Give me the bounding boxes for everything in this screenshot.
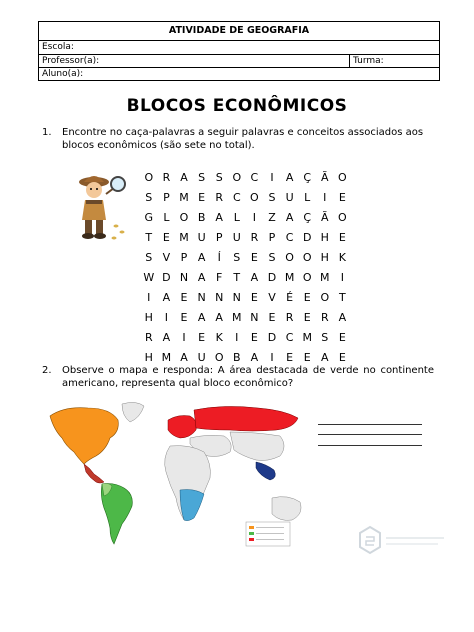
word-search-letter[interactable]: M [302, 331, 312, 344]
question-2-text: Observe o mapa e responda: A área destacada de verde no continente americano, representa qual bloco econômico? [62, 365, 434, 389]
word-search-letter[interactable]: O [338, 211, 347, 224]
word-search-letter[interactable]: P [268, 231, 276, 244]
word-search-letter[interactable]: P [180, 251, 188, 264]
word-search-letter[interactable]: C [285, 231, 294, 244]
question-1-number: 1. [42, 127, 52, 138]
word-search-letter[interactable]: R [215, 191, 224, 204]
word-search-letter[interactable]: G [144, 211, 154, 224]
word-search-letter[interactable]: A [162, 291, 171, 304]
word-search-letter[interactable]: E [268, 311, 276, 324]
word-search-letter[interactable]: O [214, 351, 224, 364]
watermark-logo-icon [356, 523, 448, 557]
word-search-letter[interactable]: H [144, 311, 153, 324]
word-search-letter[interactable]: D [267, 331, 277, 344]
word-search-letter[interactable]: O [302, 271, 312, 284]
word-search-letter[interactable]: Í [217, 251, 221, 264]
word-search-letter[interactable]: U [197, 351, 206, 364]
word-search-letter[interactable]: U [232, 231, 241, 244]
word-search-letter[interactable]: H [320, 231, 329, 244]
word-search-letter[interactable]: O [320, 291, 330, 304]
word-search-letter[interactable]: E [338, 191, 346, 204]
word-search-letter[interactable]: M [284, 271, 295, 284]
word-search-letter[interactable]: E [303, 291, 311, 304]
word-search-letter[interactable]: Ã [321, 211, 329, 224]
word-search-letter[interactable]: O [285, 251, 294, 264]
teacher-row [39, 54, 439, 67]
word-search-letter[interactable]: A [215, 311, 223, 324]
word-search-letter[interactable]: A [285, 171, 294, 184]
activity-title: ATIVIDADE DE GEOGRAFIA [168, 25, 310, 36]
word-search-letter[interactable]: A [197, 311, 206, 324]
word-search-letter[interactable]: I [164, 311, 169, 324]
word-search-letter[interactable]: H [320, 251, 329, 264]
word-search-letter[interactable]: O [302, 251, 312, 264]
word-search-letter[interactable]: O [144, 171, 154, 184]
word-search-letter[interactable]: K [215, 331, 223, 344]
class-label: Turma: [353, 56, 384, 66]
word-search-letter[interactable]: T [339, 291, 346, 304]
word-search-letter[interactable]: B [233, 351, 241, 364]
word-search-letter[interactable]: D [162, 271, 171, 284]
word-search-letter[interactable]: Ã [321, 171, 329, 184]
word-search-letter[interactable]: A [338, 311, 347, 324]
word-search-letter[interactable]: E [338, 231, 346, 244]
word-search-letter[interactable]: N [197, 291, 206, 304]
word-search-letter[interactable]: E [338, 351, 346, 364]
word-search-letter[interactable]: K [338, 251, 346, 264]
word-search-letter[interactable]: I [147, 291, 151, 304]
word-search-letter[interactable]: T [145, 231, 153, 244]
word-search-letter[interactable]: E [338, 331, 346, 344]
word-search-letter[interactable]: P [215, 231, 223, 244]
word-search-letter[interactable]: M [161, 351, 172, 364]
word-search-letter[interactable]: Ç [303, 171, 312, 184]
word-search-letter[interactable]: N [250, 311, 259, 324]
word-search-letter[interactable]: A [180, 351, 188, 364]
word-search-letter[interactable]: O [250, 191, 259, 204]
word-search-letter[interactable]: E [250, 251, 258, 264]
word-search-letter[interactable]: E [303, 351, 311, 364]
word-search-letter[interactable]: C [250, 171, 259, 184]
word-search-letter[interactable]: L [233, 211, 240, 224]
word-search-letter[interactable]: R [320, 311, 329, 324]
word-search-letter[interactable]: W [143, 271, 155, 284]
header-box [38, 21, 440, 81]
word-search-letter[interactable]: A [180, 171, 188, 184]
class-field[interactable] [349, 55, 384, 67]
word-search-letter[interactable]: A [250, 351, 259, 364]
word-search-letter[interactable]: E [286, 351, 294, 364]
word-search-letter[interactable]: I [235, 331, 239, 344]
word-search-letter[interactable]: S [145, 191, 153, 204]
detective-icon [72, 170, 130, 244]
answer-line-2[interactable] [318, 434, 422, 435]
word-search-letter[interactable]: I [323, 191, 327, 204]
word-search-letter[interactable]: B [197, 211, 206, 224]
word-search-letter[interactable]: S [268, 191, 276, 204]
question-1-text: Encontre no caça-palavras a seguir palavras e conceitos associados aos blocos econômicos (são sete no total). [62, 127, 424, 151]
word-search-letter[interactable]: N [179, 271, 189, 284]
word-search-letter[interactable]: E [162, 231, 170, 244]
word-search-letter[interactable]: F [216, 271, 223, 284]
word-search-letter[interactable]: E [250, 331, 258, 344]
word-search-letter[interactable]: U [285, 191, 294, 204]
word-search-letter[interactable]: O [338, 171, 347, 184]
word-search-letter[interactable]: V [162, 251, 171, 264]
word-search-letter[interactable]: A [250, 271, 259, 284]
student-label: Aluno(a): [42, 69, 84, 79]
word-search-letter[interactable]: S [145, 251, 153, 264]
word-search-letter[interactable]: M [232, 311, 242, 324]
word-search-letter[interactable]: A [197, 251, 206, 264]
word-search-letter[interactable]: S [215, 171, 223, 184]
word-search-letter[interactable]: R [250, 231, 259, 244]
word-search-letter[interactable]: E [198, 191, 206, 204]
word-search-letter[interactable]: A [215, 211, 223, 224]
word-search-letter[interactable]: T [233, 271, 241, 284]
word-search-letter[interactable]: E [180, 291, 188, 304]
world-map [44, 398, 312, 554]
answer-line-3[interactable] [318, 445, 422, 446]
word-search-letter[interactable]: R [162, 171, 171, 184]
teacher-field[interactable]: Professor(a): [42, 56, 100, 66]
word-search-letter[interactable]: I [182, 331, 186, 344]
word-search-letter[interactable]: R [144, 331, 153, 344]
word-search-letter[interactable]: N [215, 291, 224, 304]
word-search-letter[interactable]: A [321, 351, 329, 364]
student-field[interactable] [39, 67, 439, 81]
word-search-letter[interactable]: S [233, 251, 241, 264]
word-search-letter[interactable]: L [163, 211, 170, 224]
question-2-number: 2. [42, 365, 52, 376]
word-search-letter[interactable]: E [250, 291, 258, 304]
word-search-letter[interactable]: U [197, 231, 206, 244]
word-search-letter[interactable]: E [198, 331, 206, 344]
word-search-letter[interactable]: O [179, 211, 189, 224]
word-search-letter[interactable]: N [232, 291, 241, 304]
word-search-letter[interactable]: V [268, 291, 276, 304]
word-search-letter[interactable]: S [268, 251, 276, 264]
word-search-letter[interactable]: I [252, 211, 257, 224]
word-search-letter[interactable]: A [197, 271, 206, 284]
word-search-letter[interactable]: C [232, 191, 241, 204]
school-field[interactable] [39, 40, 439, 54]
word-search-letter[interactable]: S [198, 171, 206, 184]
word-search-letter[interactable]: M [320, 271, 330, 284]
word-search-letter[interactable]: Ç [303, 211, 312, 224]
word-search-letter[interactable]: I [270, 351, 274, 364]
school-label: Escola: [42, 42, 74, 52]
word-search-letter[interactable]: I [340, 271, 345, 284]
word-search-letter[interactable]: P [163, 191, 170, 204]
word-search-letter[interactable]: L [304, 191, 311, 204]
word-search-letter[interactable]: O [232, 171, 242, 184]
word-search-letter[interactable]: H [144, 351, 153, 364]
word-search-letter[interactable]: R [285, 311, 294, 324]
answer-line-1[interactable] [318, 424, 422, 425]
page-title: BLOCOS ECONÔMICOS [126, 96, 348, 116]
word-search-letter[interactable]: I [270, 171, 274, 184]
word-search-letter[interactable]: M [179, 231, 189, 244]
word-search-letter[interactable]: E [303, 311, 311, 324]
word-search-letter[interactable]: M [179, 191, 189, 204]
word-search-letter[interactable]: D [302, 231, 312, 244]
word-search-letter[interactable]: A [162, 331, 171, 344]
word-search-letter[interactable]: D [267, 271, 277, 284]
word-search-letter[interactable]: S [321, 331, 329, 344]
word-search-letter[interactable]: É [286, 291, 294, 304]
word-search-letter[interactable]: E [180, 311, 188, 324]
word-search-letter[interactable]: A [285, 211, 294, 224]
word-search-letter[interactable]: C [285, 331, 294, 344]
word-search-letter[interactable]: Z [268, 211, 276, 224]
